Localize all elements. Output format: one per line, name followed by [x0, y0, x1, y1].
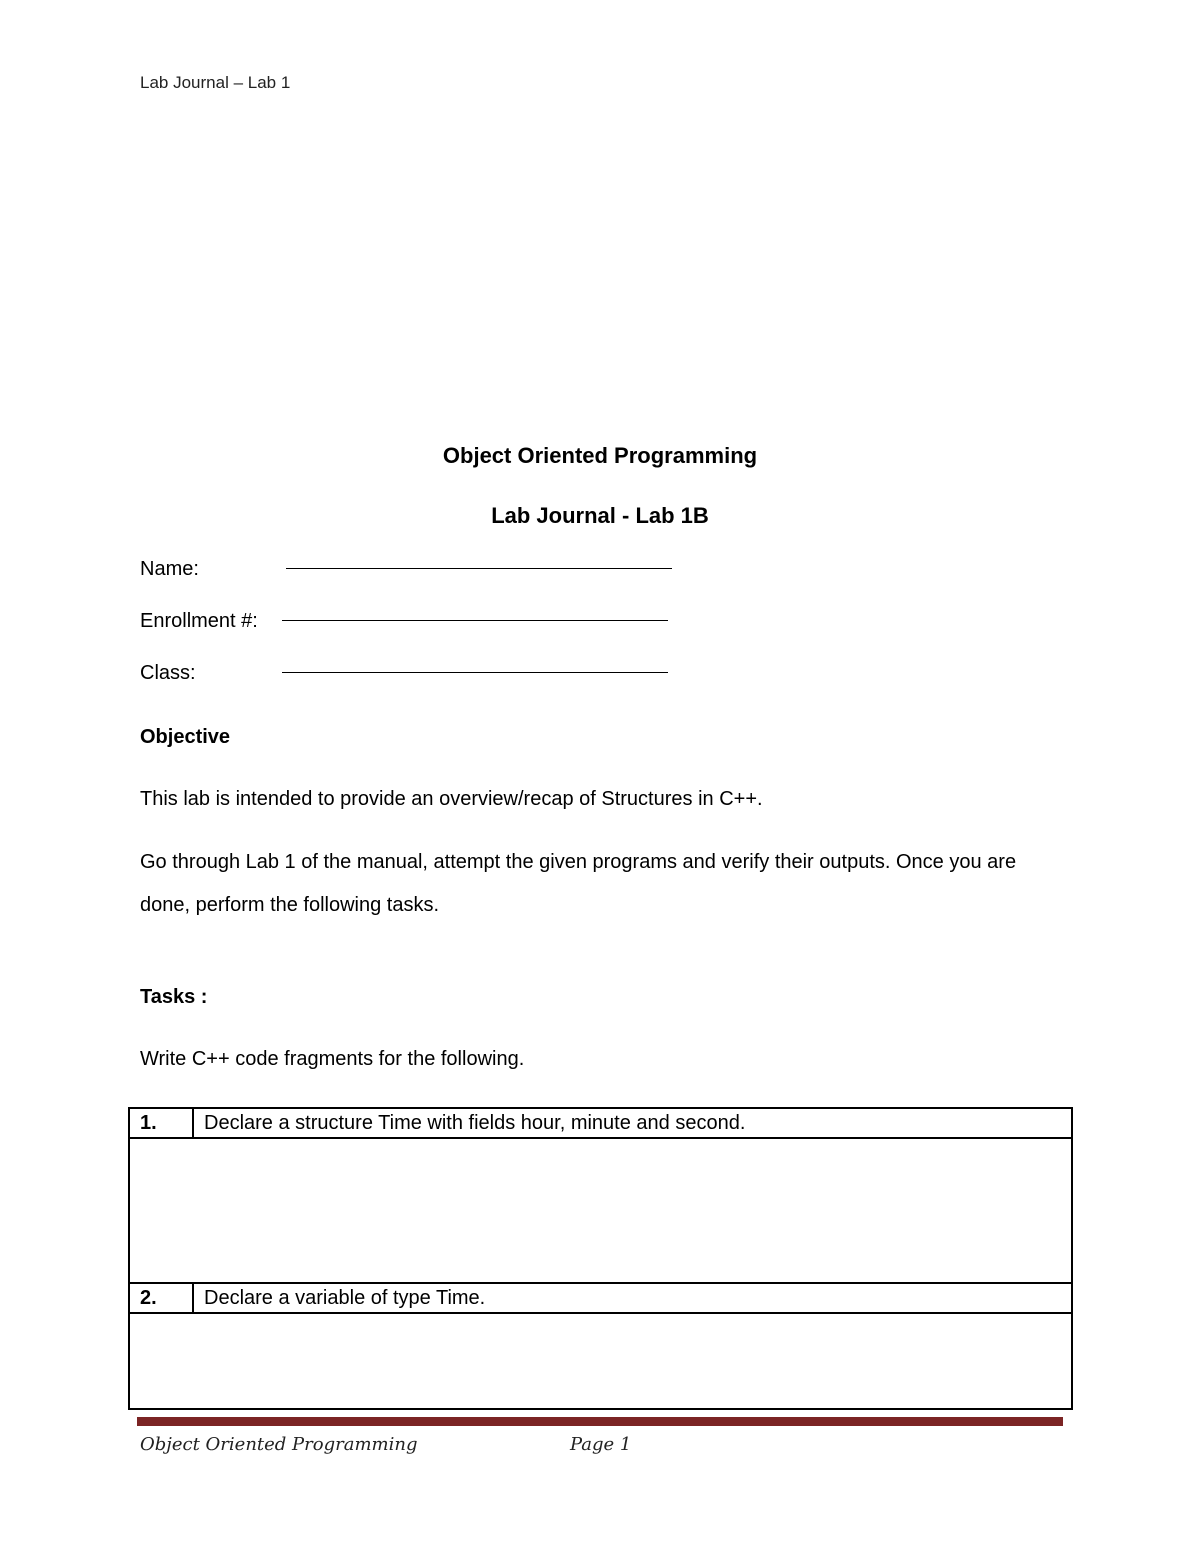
task-text: Declare a structure Time with fields hour, minute and second. [193, 1108, 1072, 1138]
enrollment-field[interactable] [282, 620, 668, 621]
answer-row [129, 1138, 1072, 1283]
footer-page-number: Page 1 [570, 1434, 632, 1455]
enrollment-label: Enrollment #: [140, 610, 258, 632]
class-label: Class: [140, 662, 196, 684]
task-row [129, 1283, 1072, 1313]
task-row [129, 1108, 1072, 1138]
footer-course: Object Oriented Programming [140, 1434, 418, 1455]
task-text: Declare a variable of type Time. [193, 1283, 1072, 1313]
answer-row [129, 1313, 1072, 1409]
task-number: 2. [129, 1283, 193, 1313]
answer-area[interactable] [129, 1138, 1072, 1283]
footer-rule [137, 1417, 1063, 1426]
name-field[interactable] [286, 568, 672, 569]
answer-area[interactable] [129, 1313, 1072, 1409]
tasks-table [128, 1107, 1073, 1410]
objective-heading: Objective [140, 726, 231, 748]
journal-title: Lab Journal - Lab 1B [491, 503, 709, 528]
objective-instructions: Go through Lab 1 of the manual, attempt the given programs and verify their outputs. Once you are done, perform the following tasks. [140, 851, 1017, 916]
running-header: Lab Journal – Lab 1 [140, 73, 291, 92]
course-title: Object Oriented Programming [442, 443, 758, 468]
objective-intro: This lab is intended to provide an overview/recap of Structures in C++. [140, 788, 763, 810]
tasks-heading: Tasks : [140, 986, 208, 1008]
task-number: 1. [129, 1108, 193, 1138]
class-field[interactable] [282, 672, 668, 673]
tasks-intro: Write C++ code fragments for the following. [140, 1048, 525, 1070]
name-label: Name: [140, 558, 199, 580]
